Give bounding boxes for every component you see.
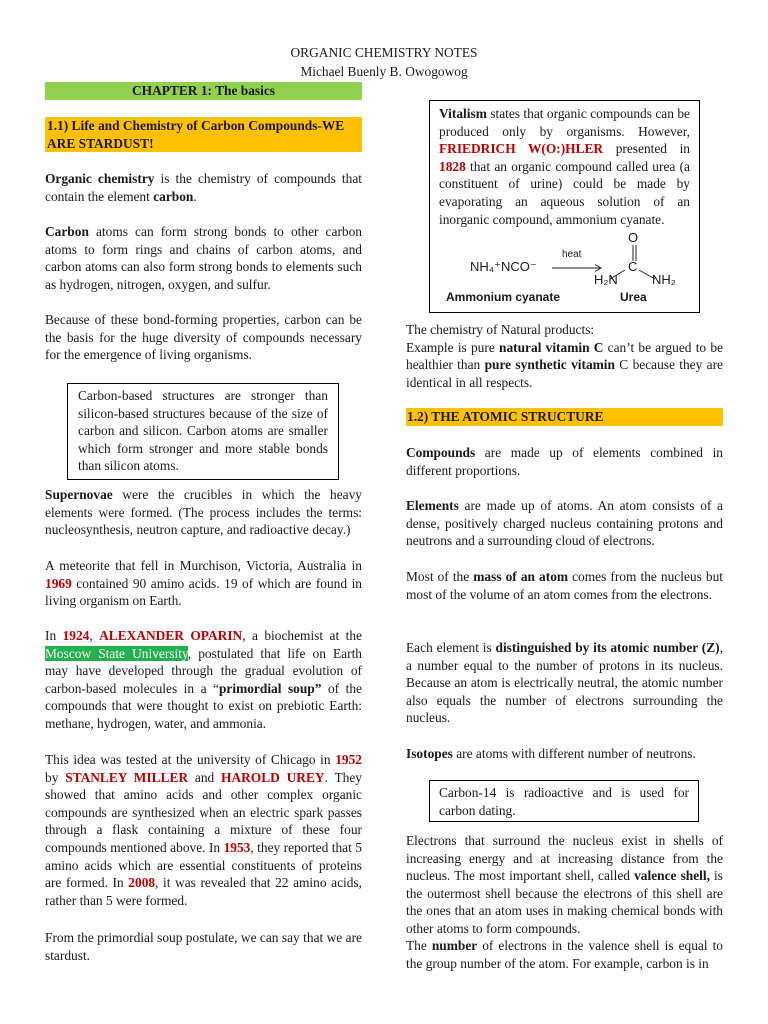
term-supernovae: Supernovae bbox=[45, 487, 113, 502]
urea-left-amine: H₂N bbox=[594, 272, 618, 287]
text: that an organic compound called urea (a constituent of urine) could be made by evaporating an aqueous solution of an inorganic compound, ammonium cyanate. bbox=[439, 158, 690, 227]
urea-right-amine: NH₂ bbox=[652, 272, 676, 287]
term-atomic-number: distinguished by its atomic number (Z) bbox=[495, 640, 720, 655]
text: Electrons that surround the nucleus exist in shells of increasing energy and at increasing distance from the nucleus. The most important shell, called bbox=[406, 833, 723, 884]
text: C because they are identical in all respects. bbox=[406, 357, 723, 390]
year-1924: 1924 bbox=[62, 628, 90, 643]
text: , a number equal to the number of protons in its nucleus. Because an atom is electrically neutral, the atomic number also equals the number of electrons surrounding the nucleus. bbox=[406, 640, 723, 726]
vitalism-box bbox=[429, 100, 700, 313]
name-miller: STANLEY MILLER bbox=[65, 769, 189, 785]
term-isotopes: Isotopes bbox=[406, 746, 453, 761]
text: and bbox=[188, 769, 222, 785]
document-title: ORGANIC CHEMISTRY NOTES bbox=[290, 45, 478, 60]
text: were the crucibles in which the heavy elements were formed. (The process includes the terms: nucleosynthesis, neutron capture, and radioactive decay.) bbox=[45, 487, 362, 538]
text: are atoms with different number of neutrons. bbox=[452, 746, 696, 761]
name-urey: HAROLD UREY bbox=[221, 769, 325, 785]
term-carbon: Carbon bbox=[45, 224, 89, 239]
text: . bbox=[193, 188, 197, 204]
section-heading-1-2: 1.2) THE ATOMIC STRUCTURE bbox=[406, 408, 723, 426]
paragraph-organic-chemistry bbox=[45, 170, 362, 205]
text: are made up of atoms. An atom consists of a dense, positively charged nucleus containing protons and neutrons and a surrounding cloud of electrons. bbox=[406, 498, 723, 549]
paragraph-valence-shell bbox=[406, 832, 723, 938]
paragraph-atomic-number bbox=[406, 639, 723, 727]
paragraph-meteorite bbox=[45, 557, 362, 610]
ammonium-cyanate-formula: NH₄⁺NCO⁻ bbox=[470, 259, 537, 274]
text: contained 90 amino acids. 19 of which are found in living organism on Earth. bbox=[45, 575, 362, 609]
text: In bbox=[45, 628, 63, 643]
term-elements: Elements bbox=[406, 498, 459, 513]
text: by bbox=[45, 769, 66, 785]
text: Most of the bbox=[406, 569, 474, 584]
text: of the compounds that were thought to exist on prebiotic Earth: methane, hydrogen, water, and ammonia. bbox=[45, 680, 362, 731]
urea-oxygen-atom: O bbox=[628, 230, 639, 245]
text: , it was revealed that 22 amino acids, rather than 5 were formed. bbox=[45, 875, 362, 908]
paragraph-isotopes bbox=[406, 745, 723, 763]
text: . They showed that amino acids and other complex organic compounds are synthesized when an electric spark passes through a flask containing a mixture of these four compounds mentioned above. In bbox=[45, 769, 363, 855]
year-1828: 1828 bbox=[439, 158, 466, 174]
chapter-heading: CHAPTER 1: The basics bbox=[45, 82, 362, 100]
vitamin-c-text bbox=[406, 339, 723, 392]
text: Example is pure bbox=[406, 339, 499, 355]
name-oparin: ALEXANDER OPARIN bbox=[99, 628, 243, 643]
paragraph-elements bbox=[406, 497, 723, 550]
paragraph-valence-electrons bbox=[406, 937, 723, 972]
paragraph-compounds bbox=[406, 444, 723, 479]
note-text: Carbon-14 is radioactive and is used for carbon dating. bbox=[439, 785, 689, 818]
year-1953: 1953 bbox=[223, 839, 251, 855]
paragraph-supernovae bbox=[45, 486, 362, 539]
text: , they reported that 5 amino acids which are essential constituents of proteins are formed. In bbox=[45, 839, 362, 891]
vitalism-text bbox=[439, 105, 690, 228]
text: Each element is bbox=[406, 640, 496, 655]
text: A meteorite that fell in Murchison, Victoria, Australia in bbox=[45, 558, 362, 573]
text: are made up of elements combined in different proportions. bbox=[406, 445, 723, 478]
paragraph-oparin bbox=[45, 627, 362, 733]
term-valence-shell: valence shell, bbox=[634, 868, 710, 884]
text: , a biochemist at the bbox=[242, 628, 362, 643]
text: can’t be argued to be healthier than bbox=[406, 339, 723, 373]
text: atoms can form strong bonds to other carbon atoms to form rings and chains of carbon atoms, and carbon atoms can also form strong bonds to elements such as hydrogen, nitrogen, oxygen, and sulfur. bbox=[45, 224, 362, 292]
paragraph-mass-of-atom bbox=[406, 568, 723, 603]
text: , bbox=[89, 628, 100, 643]
urea-carbon-atom: C bbox=[628, 259, 638, 274]
year-1952: 1952 bbox=[335, 752, 362, 767]
text: , postulated that life on Earth may have developed through the gradual evolution of carbon-based molecules in a “ bbox=[45, 645, 363, 696]
term-mass-of-atom: mass of an atom bbox=[473, 569, 569, 584]
term-organic-chemistry: Organic chemistry bbox=[45, 171, 155, 186]
note-text: Carbon-based structures are stronger than silicon-based structures because of the size of carbon and silicon. Carbon atoms are smaller which form stronger and more stable bonds than silicon atoms. bbox=[78, 388, 328, 474]
text: of electrons in the valence shell is equal to the group number of the atom. For example, carbon is in bbox=[406, 938, 723, 971]
note-box-carbon-silicon bbox=[67, 383, 339, 480]
term-natural-vitamin-c: natural vitamin C bbox=[499, 339, 604, 355]
paragraph-bond-forming: Because of these bond-forming properties, carbon can be the basis for the huge diversity of compounds necessary for the emergence of living organisms. bbox=[45, 312, 362, 363]
paragraph-miller-urey bbox=[45, 751, 362, 909]
name-wohler: FRIEDRICH W(O:)HLER bbox=[439, 141, 604, 157]
year-2008: 2008 bbox=[128, 875, 156, 891]
term-compounds: Compounds bbox=[406, 445, 476, 460]
text: is the outermost shell because the electrons of this shell are the ones that an atom uses in making chemical bonds with other atoms to form compounds. bbox=[406, 868, 723, 936]
section-heading-1-1 bbox=[45, 117, 362, 152]
heat-label: heat bbox=[562, 249, 582, 260]
term-primordial-soup: primordial soup” bbox=[218, 680, 322, 696]
text: comes from the nucleus but most of the volume of an atom comes from the electrons. bbox=[406, 569, 723, 602]
section-heading-1-1-line2: ARE STARDUST! bbox=[47, 135, 154, 151]
term-synthetic-vitamin: pure synthetic vitamin bbox=[484, 357, 615, 373]
urea-label: Urea bbox=[620, 290, 647, 304]
paragraph-natural-products bbox=[406, 321, 723, 391]
text: This idea was tested at the university of Chicago in bbox=[45, 752, 336, 767]
term-carbon: carbon bbox=[153, 188, 194, 204]
ammonium-cyanate-label: Ammonium cyanate bbox=[446, 290, 561, 304]
section-heading-1-1-line1: 1.1) Life and Chemistry of Carbon Compounds-WE bbox=[47, 118, 345, 133]
term-vitalism: Vitalism bbox=[439, 106, 487, 121]
text: states that organic compounds can be produced only by organisms. However, bbox=[439, 106, 690, 139]
paragraph-carbon-bonds bbox=[45, 223, 362, 293]
note-box-carbon-14 bbox=[429, 780, 699, 822]
text: presented in bbox=[603, 141, 690, 157]
urea-reaction-diagram bbox=[430, 229, 699, 311]
paragraph-stardust: From the primordial soup postulate, we can say that we are stardust. bbox=[45, 930, 362, 963]
year-1969: 1969 bbox=[45, 575, 72, 591]
natural-products-heading: The chemistry of Natural products: bbox=[406, 322, 595, 337]
document-author: Michael Buenly B. Owogowog bbox=[300, 64, 468, 79]
text: The bbox=[406, 938, 432, 953]
text: is the chemistry of compounds that contain the element bbox=[45, 171, 362, 204]
term-number: number bbox=[431, 938, 478, 953]
highlight-moscow-state-university: Moscow State University bbox=[45, 645, 188, 661]
